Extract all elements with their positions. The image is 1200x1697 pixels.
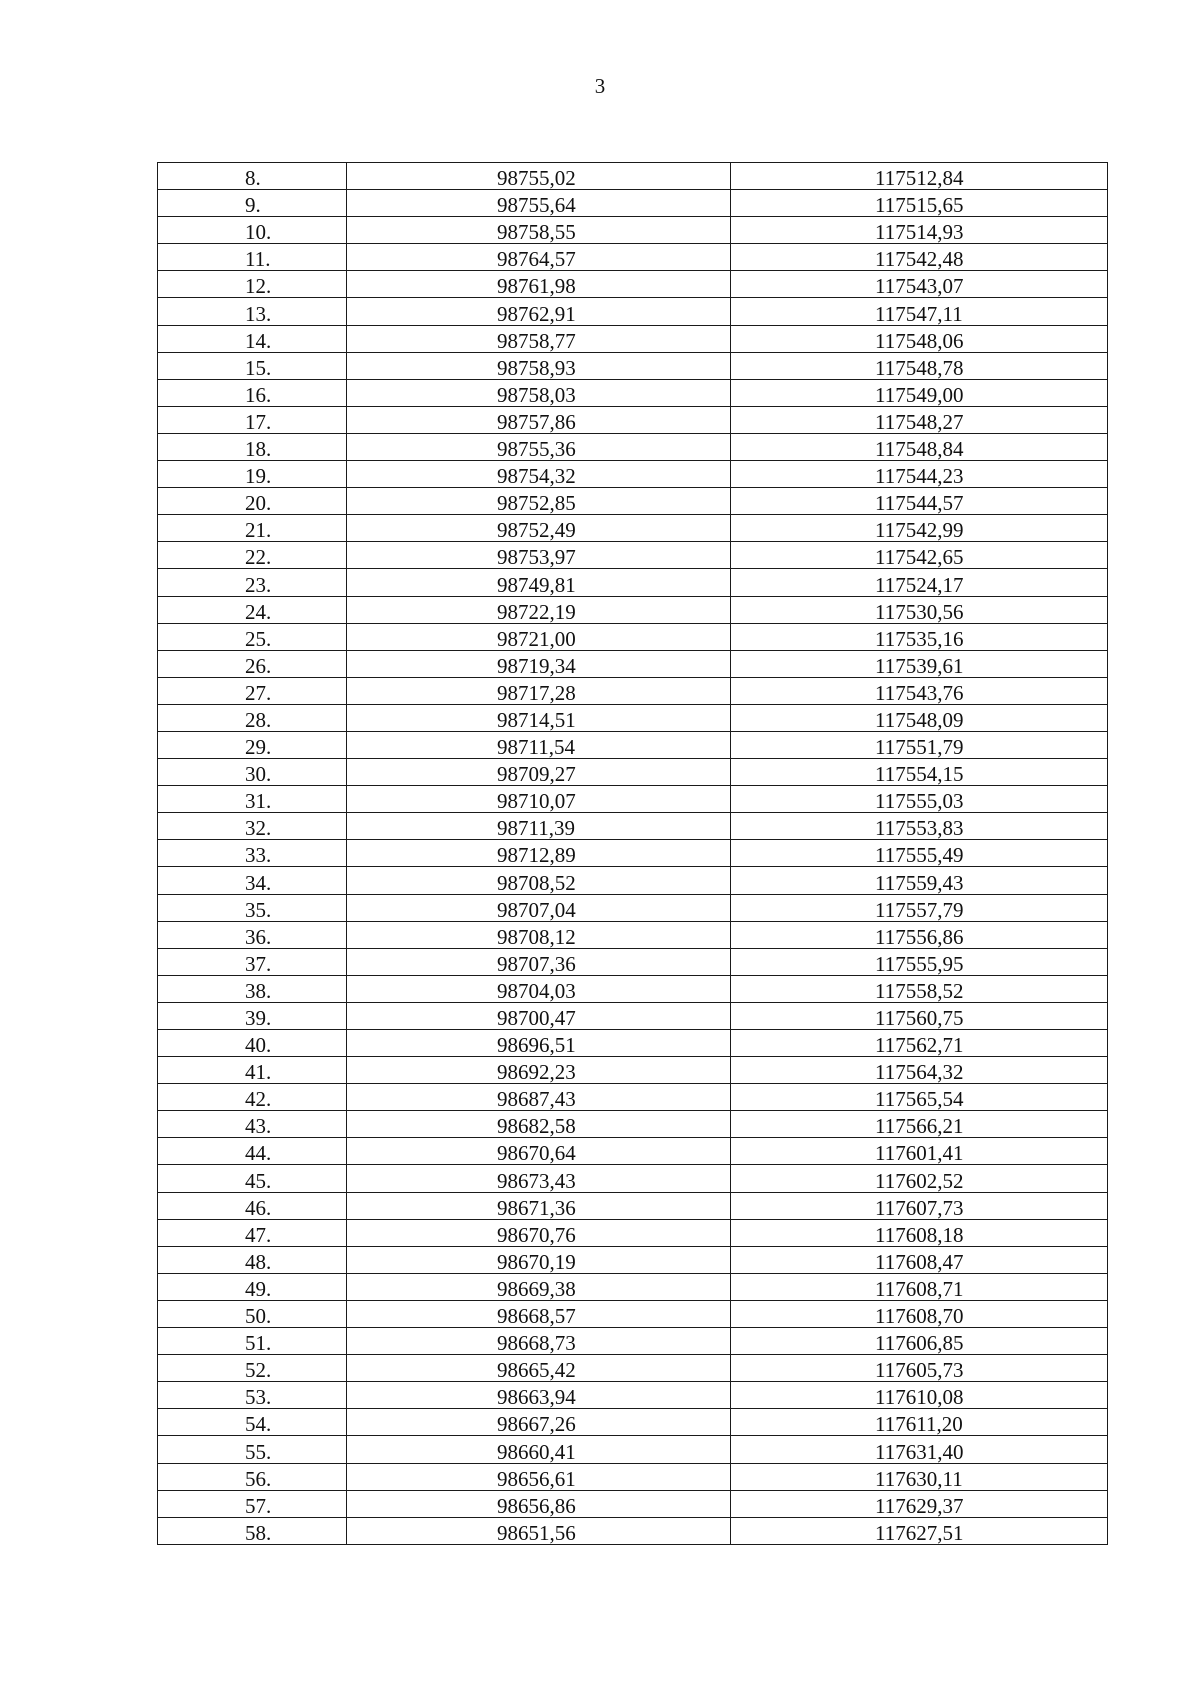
y-coordinate-cell: 117605,73: [731, 1355, 1108, 1382]
table-row: [158, 1138, 1108, 1165]
point-number-cell: 46.: [158, 1192, 347, 1219]
y-coordinate-cell: 117606,85: [731, 1328, 1108, 1355]
x-coordinate-cell: 98669,38: [347, 1273, 731, 1300]
table-row: [158, 1030, 1108, 1057]
x-coordinate-cell: 98758,93: [347, 352, 731, 379]
table-row: [158, 921, 1108, 948]
point-number-cell: 17.: [158, 406, 347, 433]
x-coordinate-cell: 98752,85: [347, 488, 731, 515]
table-row: [158, 975, 1108, 1002]
x-coordinate-cell: 98758,55: [347, 217, 731, 244]
x-coordinate-cell: 98670,64: [347, 1138, 731, 1165]
x-coordinate-cell: 98753,97: [347, 542, 731, 569]
x-coordinate-cell: 98711,54: [347, 731, 731, 758]
y-coordinate-cell: 117611,20: [731, 1409, 1108, 1436]
y-coordinate-cell: 117608,70: [731, 1300, 1108, 1327]
y-coordinate-cell: 117631,40: [731, 1436, 1108, 1463]
point-number-cell: 38.: [158, 975, 347, 1002]
table-row: [158, 650, 1108, 677]
point-number-cell: 42.: [158, 1084, 347, 1111]
y-coordinate-cell: 117559,43: [731, 867, 1108, 894]
point-number-cell: 40.: [158, 1030, 347, 1057]
point-number-cell: 53.: [158, 1382, 347, 1409]
table-row: [158, 461, 1108, 488]
table-row: [158, 704, 1108, 731]
point-number-cell: 37.: [158, 948, 347, 975]
table-row: [158, 759, 1108, 786]
x-coordinate-cell: 98656,86: [347, 1490, 731, 1517]
table-row: [158, 1328, 1108, 1355]
y-coordinate-cell: 117547,11: [731, 298, 1108, 325]
y-coordinate-cell: 117548,06: [731, 325, 1108, 352]
table-row: [158, 569, 1108, 596]
point-number-cell: 15.: [158, 352, 347, 379]
table-row: [158, 1246, 1108, 1273]
x-coordinate-cell: 98762,91: [347, 298, 731, 325]
x-coordinate-cell: 98710,07: [347, 786, 731, 813]
point-number-cell: 24.: [158, 596, 347, 623]
point-number-cell: 18.: [158, 433, 347, 460]
point-number-cell: 34.: [158, 867, 347, 894]
point-number-cell: 45.: [158, 1165, 347, 1192]
y-coordinate-cell: 117514,93: [731, 217, 1108, 244]
point-number-cell: 25.: [158, 623, 347, 650]
point-number-cell: 41.: [158, 1057, 347, 1084]
table-row: [158, 1057, 1108, 1084]
table-row: [158, 1490, 1108, 1517]
x-coordinate-cell: 98719,34: [347, 650, 731, 677]
y-coordinate-cell: 117539,61: [731, 650, 1108, 677]
y-coordinate-cell: 117524,17: [731, 569, 1108, 596]
y-coordinate-cell: 117565,54: [731, 1084, 1108, 1111]
x-coordinate-cell: 98755,36: [347, 433, 731, 460]
x-coordinate-cell: 98667,26: [347, 1409, 731, 1436]
point-number-cell: 30.: [158, 759, 347, 786]
y-coordinate-cell: 117554,15: [731, 759, 1108, 786]
point-number-cell: 16.: [158, 379, 347, 406]
point-number-cell: 11.: [158, 244, 347, 271]
table-row: [158, 1463, 1108, 1490]
y-coordinate-cell: 117564,32: [731, 1057, 1108, 1084]
y-coordinate-cell: 117530,56: [731, 596, 1108, 623]
x-coordinate-cell: 98687,43: [347, 1084, 731, 1111]
point-number-cell: 29.: [158, 731, 347, 758]
table-row: [158, 1355, 1108, 1382]
x-coordinate-cell: 98758,03: [347, 379, 731, 406]
y-coordinate-cell: 117601,41: [731, 1138, 1108, 1165]
x-coordinate-cell: 98755,02: [347, 163, 731, 190]
y-coordinate-cell: 117553,83: [731, 813, 1108, 840]
table-row: [158, 1219, 1108, 1246]
table-row: [158, 1111, 1108, 1138]
point-number-cell: 52.: [158, 1355, 347, 1382]
x-coordinate-cell: 98757,86: [347, 406, 731, 433]
y-coordinate-cell: 117557,79: [731, 894, 1108, 921]
x-coordinate-cell: 98704,03: [347, 975, 731, 1002]
page-number: 3: [594, 74, 606, 98]
x-coordinate-cell: 98707,36: [347, 948, 731, 975]
point-number-cell: 27.: [158, 677, 347, 704]
x-coordinate-cell: 98711,39: [347, 813, 731, 840]
x-coordinate-cell: 98663,94: [347, 1382, 731, 1409]
table-row: [158, 379, 1108, 406]
x-coordinate-cell: 98755,64: [347, 190, 731, 217]
y-coordinate-cell: 117555,03: [731, 786, 1108, 813]
y-coordinate-cell: 117607,73: [731, 1192, 1108, 1219]
y-coordinate-cell: 117515,65: [731, 190, 1108, 217]
y-coordinate-cell: 117555,49: [731, 840, 1108, 867]
x-coordinate-cell: 98670,19: [347, 1246, 731, 1273]
table-row: [158, 488, 1108, 515]
table-row: [158, 406, 1108, 433]
x-coordinate-cell: 98673,43: [347, 1165, 731, 1192]
table-row: [158, 244, 1108, 271]
table-row: [158, 190, 1108, 217]
point-number-cell: 31.: [158, 786, 347, 813]
y-coordinate-cell: 117608,71: [731, 1273, 1108, 1300]
point-number-cell: 10.: [158, 217, 347, 244]
table-row: [158, 867, 1108, 894]
y-coordinate-cell: 117551,79: [731, 731, 1108, 758]
x-coordinate-cell: 98714,51: [347, 704, 731, 731]
y-coordinate-cell: 117556,86: [731, 921, 1108, 948]
point-number-cell: 58.: [158, 1517, 347, 1544]
table-row: [158, 948, 1108, 975]
y-coordinate-cell: 117548,84: [731, 433, 1108, 460]
x-coordinate-cell: 98682,58: [347, 1111, 731, 1138]
point-number-cell: 12.: [158, 271, 347, 298]
coordinates-table-body: [158, 163, 1108, 1545]
x-coordinate-cell: 98712,89: [347, 840, 731, 867]
y-coordinate-cell: 117629,37: [731, 1490, 1108, 1517]
x-coordinate-cell: 98758,77: [347, 325, 731, 352]
point-number-cell: 32.: [158, 813, 347, 840]
y-coordinate-cell: 117543,07: [731, 271, 1108, 298]
point-number-cell: 39.: [158, 1002, 347, 1029]
table-row: [158, 1300, 1108, 1327]
point-number-cell: 56.: [158, 1463, 347, 1490]
y-coordinate-cell: 117542,99: [731, 515, 1108, 542]
table-row: [158, 1084, 1108, 1111]
x-coordinate-cell: 98707,04: [347, 894, 731, 921]
y-coordinate-cell: 117542,48: [731, 244, 1108, 271]
y-coordinate-cell: 117608,18: [731, 1219, 1108, 1246]
point-number-cell: 55.: [158, 1436, 347, 1463]
x-coordinate-cell: 98660,41: [347, 1436, 731, 1463]
y-coordinate-cell: 117630,11: [731, 1463, 1108, 1490]
point-number-cell: 23.: [158, 569, 347, 596]
table-row: [158, 1409, 1108, 1436]
table-row: [158, 1273, 1108, 1300]
point-number-cell: 26.: [158, 650, 347, 677]
point-number-cell: 44.: [158, 1138, 347, 1165]
x-coordinate-cell: 98696,51: [347, 1030, 731, 1057]
point-number-cell: 47.: [158, 1219, 347, 1246]
point-number-cell: 43.: [158, 1111, 347, 1138]
x-coordinate-cell: 98670,76: [347, 1219, 731, 1246]
y-coordinate-cell: 117608,47: [731, 1246, 1108, 1273]
y-coordinate-cell: 117560,75: [731, 1002, 1108, 1029]
point-number-cell: 8.: [158, 163, 347, 190]
y-coordinate-cell: 117558,52: [731, 975, 1108, 1002]
y-coordinate-cell: 117535,16: [731, 623, 1108, 650]
y-coordinate-cell: 117555,95: [731, 948, 1108, 975]
y-coordinate-cell: 117549,00: [731, 379, 1108, 406]
table-row: [158, 325, 1108, 352]
point-number-cell: 14.: [158, 325, 347, 352]
table-row: [158, 677, 1108, 704]
point-number-cell: 50.: [158, 1300, 347, 1327]
table-row: [158, 1382, 1108, 1409]
x-coordinate-cell: 98708,52: [347, 867, 731, 894]
point-number-cell: 33.: [158, 840, 347, 867]
table-row: [158, 515, 1108, 542]
table-row: [158, 271, 1108, 298]
y-coordinate-cell: 117543,76: [731, 677, 1108, 704]
y-coordinate-cell: 117627,51: [731, 1517, 1108, 1544]
y-coordinate-cell: 117544,57: [731, 488, 1108, 515]
point-number-cell: 48.: [158, 1246, 347, 1273]
point-number-cell: 20.: [158, 488, 347, 515]
x-coordinate-cell: 98651,56: [347, 1517, 731, 1544]
table-row: [158, 163, 1108, 190]
table-row: [158, 623, 1108, 650]
y-coordinate-cell: 117544,23: [731, 461, 1108, 488]
y-coordinate-cell: 117542,65: [731, 542, 1108, 569]
point-number-cell: 35.: [158, 894, 347, 921]
x-coordinate-cell: 98671,36: [347, 1192, 731, 1219]
x-coordinate-cell: 98764,57: [347, 244, 731, 271]
x-coordinate-cell: 98708,12: [347, 921, 731, 948]
table-row: [158, 786, 1108, 813]
table-row: [158, 542, 1108, 569]
x-coordinate-cell: 98665,42: [347, 1355, 731, 1382]
table-row: [158, 1002, 1108, 1029]
x-coordinate-cell: 98752,49: [347, 515, 731, 542]
point-number-cell: 22.: [158, 542, 347, 569]
point-number-cell: 28.: [158, 704, 347, 731]
table-row: [158, 813, 1108, 840]
table-row: [158, 1517, 1108, 1544]
table-row: [158, 840, 1108, 867]
y-coordinate-cell: 117512,84: [731, 163, 1108, 190]
y-coordinate-cell: 117548,78: [731, 352, 1108, 379]
x-coordinate-cell: 98761,98: [347, 271, 731, 298]
table-row: [158, 298, 1108, 325]
point-number-cell: 13.: [158, 298, 347, 325]
point-number-cell: 51.: [158, 1328, 347, 1355]
table-row: [158, 894, 1108, 921]
coordinates-table: [157, 162, 1108, 1545]
table-row: [158, 596, 1108, 623]
x-coordinate-cell: 98717,28: [347, 677, 731, 704]
x-coordinate-cell: 98721,00: [347, 623, 731, 650]
x-coordinate-cell: 98709,27: [347, 759, 731, 786]
point-number-cell: 9.: [158, 190, 347, 217]
point-number-cell: 57.: [158, 1490, 347, 1517]
y-coordinate-cell: 117548,09: [731, 704, 1108, 731]
table-row: [158, 352, 1108, 379]
table-row: [158, 433, 1108, 460]
table-row: [158, 217, 1108, 244]
x-coordinate-cell: 98700,47: [347, 1002, 731, 1029]
x-coordinate-cell: 98656,61: [347, 1463, 731, 1490]
table-row: [158, 731, 1108, 758]
point-number-cell: 54.: [158, 1409, 347, 1436]
table-row: [158, 1192, 1108, 1219]
table-row: [158, 1165, 1108, 1192]
y-coordinate-cell: 117566,21: [731, 1111, 1108, 1138]
point-number-cell: 49.: [158, 1273, 347, 1300]
table-row: [158, 1436, 1108, 1463]
y-coordinate-cell: 117548,27: [731, 406, 1108, 433]
x-coordinate-cell: 98668,57: [347, 1300, 731, 1327]
x-coordinate-cell: 98749,81: [347, 569, 731, 596]
x-coordinate-cell: 98754,32: [347, 461, 731, 488]
x-coordinate-cell: 98722,19: [347, 596, 731, 623]
x-coordinate-cell: 98692,23: [347, 1057, 731, 1084]
x-coordinate-cell: 98668,73: [347, 1328, 731, 1355]
y-coordinate-cell: 117562,71: [731, 1030, 1108, 1057]
point-number-cell: 21.: [158, 515, 347, 542]
point-number-cell: 36.: [158, 921, 347, 948]
point-number-cell: 19.: [158, 461, 347, 488]
y-coordinate-cell: 117610,08: [731, 1382, 1108, 1409]
y-coordinate-cell: 117602,52: [731, 1165, 1108, 1192]
